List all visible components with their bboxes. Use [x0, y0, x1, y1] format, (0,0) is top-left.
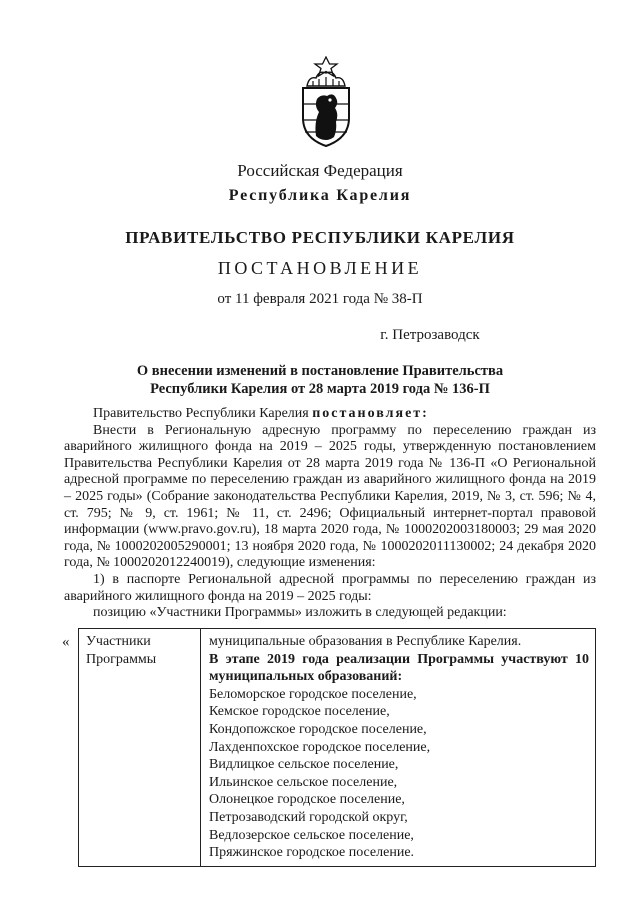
table-content-cell — [201, 629, 596, 867]
paragraph-amendments: Внести в Региональную адресную программу по переселению граждан из аварийного жилищного фонда на 2019 – 2025 годы, утвержденную постановлением Правительства Республики Карелия от 28 марта 2019 года № 136-П «О Региональной адресной программе по переселению граждан из аварийного жилищного фонда на 2019 – 2025 годы» (Собрание законодательства Республики Карелия, 2019, № 3, ст. 596; № 4, ст. 795; № 9, ст. 1961; № 11, ст. 2496; Официальный интернет-портал правовой информации (www.pravo.gov.ru), 18 марта 2020 года, № 1000202003180003; 29 мая 2020 года, № 1000202005290001; 13 ноября 2020 года, № 1000202011130002; 24 декабря 2020 года, № 1000202012240019), следующие изменения: — [64, 422, 596, 571]
label-line-2: Программы — [86, 651, 157, 667]
content-first-line: муниципальные образования в Республике Карелия. — [209, 634, 522, 649]
document-subject — [0, 362, 640, 398]
list-item: Пряжинское городское поселение. — [209, 845, 415, 861]
list-item: Лахденпохское городское поселение, — [209, 739, 431, 755]
list-item: Ильинское сельское поселение, — [209, 774, 398, 790]
list-item: Беломорское городское поселение, — [209, 686, 417, 702]
list-item: Кондопожское городское поселение, — [209, 721, 427, 737]
document-body — [64, 406, 596, 622]
list-item: Петрозаводский городской округ, — [209, 809, 408, 825]
subject-line-1: О внесении изменений в постановление Правительства — [136, 363, 504, 379]
label-line-1: Участники — [86, 634, 151, 649]
stage-statement: В этапе 2019 года реализации Программы участвуют 10 муниципальных образований: — [209, 651, 589, 685]
intro-paragraph — [64, 406, 596, 423]
paragraph-position: позицию «Участники Программы» изложить в следующей редакции: — [93, 605, 507, 621]
table-row — [79, 629, 596, 867]
opening-quote: « — [62, 634, 70, 650]
document-type: ПОСТАНОВЛЕНИЕ — [217, 258, 423, 278]
government-title: ПРАВИТЕЛЬСТВО РЕСПУБЛИКИ КАРЕЛИЯ — [125, 228, 515, 247]
document-date-number: от 11 февраля 2021 года № 38-П — [217, 291, 423, 307]
document-city: г. Петрозаводск — [380, 327, 480, 343]
list-item: Ведлозерское сельское поселение, — [209, 827, 414, 843]
country-name: Российская Федерация — [237, 161, 403, 180]
table-label-cell — [79, 629, 201, 867]
participants-table — [78, 628, 596, 867]
paragraph-passport: 1) в паспорте Региональной адресной программы по переселению граждан из аварийного жилищного фонда на 2019 – 2025 годы: — [64, 571, 596, 604]
republic-name: Республика Карелия — [228, 187, 412, 204]
intro-text: Правительство Республики Карелия — [93, 406, 309, 421]
list-item: Олонецкое городское поселение, — [209, 792, 405, 808]
list-item: Кемское городское поселение, — [209, 704, 390, 720]
list-item: Видлицкое сельское поселение, — [209, 757, 399, 773]
karelia-coat-of-arms-icon — [299, 56, 353, 148]
resolves-word: постановляет: — [312, 406, 429, 421]
subject-line-2: Республики Карелия от 28 марта 2019 года № 136-П — [150, 381, 490, 397]
